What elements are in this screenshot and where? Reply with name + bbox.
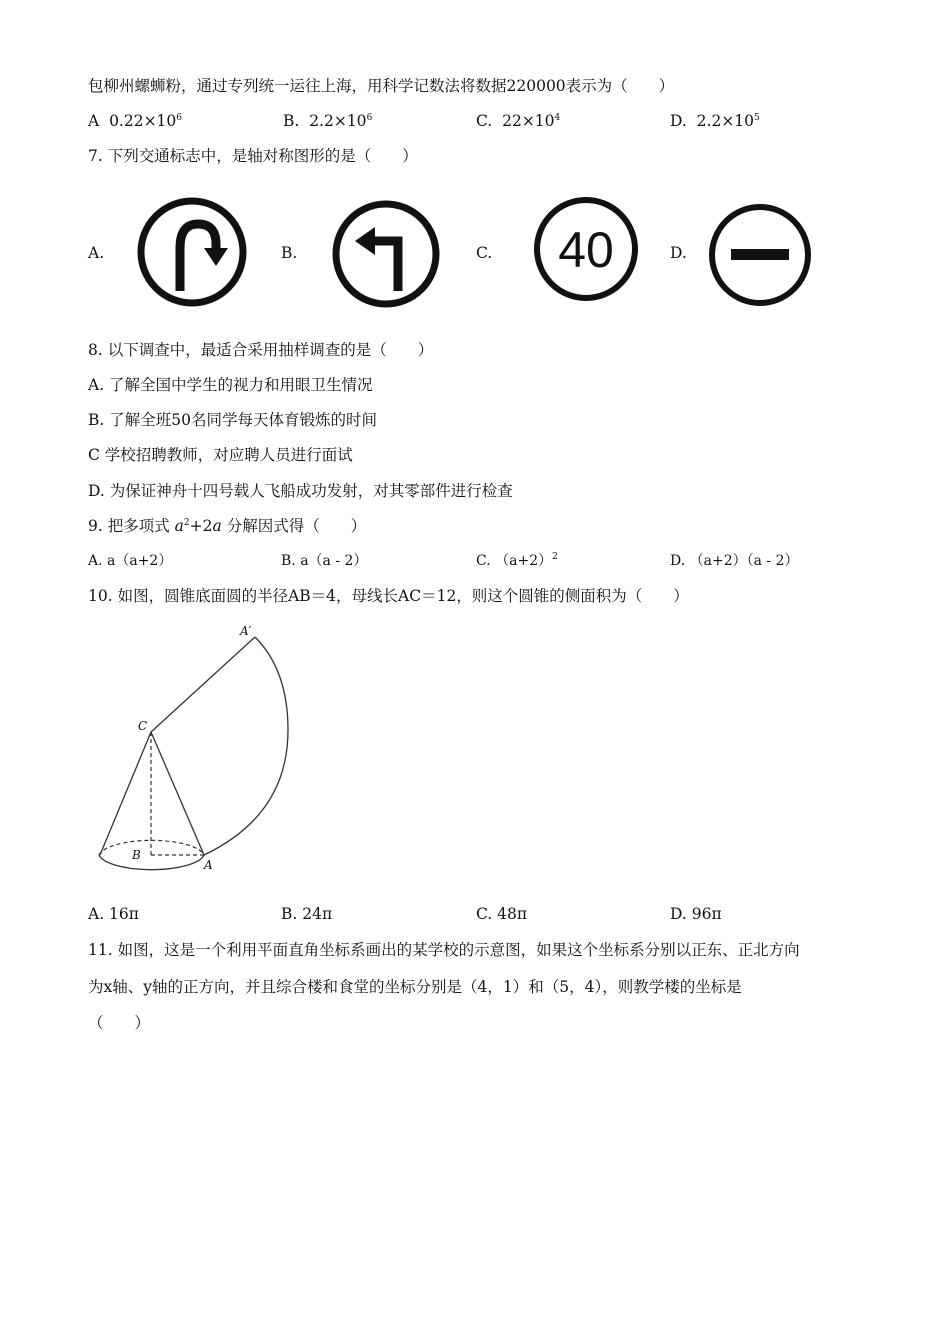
q11-line-2: 为x轴、y轴的正方向，并且综合楼和食堂的坐标分别是（4，1）和（5，4），则教学楼的坐标是 bbox=[88, 978, 742, 996]
q11-line-1: 11. 如图，这是一个利用平面直角坐标系画出的某学校的示意图，如果这个坐标系分别以正东、正北方向 bbox=[88, 941, 800, 959]
q9-option-a: A. a（a+2） bbox=[88, 553, 173, 569]
q8-option-c: C 学校招聘教师，对应聘人员进行面试 bbox=[88, 446, 353, 464]
base-front-arc bbox=[99, 855, 204, 870]
generatrix-ca-prime bbox=[151, 637, 255, 732]
q6-option-d: D. $2.2\times 10^5$ bbox=[670, 112, 760, 130]
q7-stem: 7. 下列交通标志中，是轴对称图形的是（ ） bbox=[88, 147, 418, 165]
no-entry-sign-icon bbox=[707, 202, 813, 308]
u-turn-sign-icon bbox=[136, 196, 248, 308]
label-c: C bbox=[138, 719, 148, 733]
left-turn-sign-icon bbox=[331, 199, 441, 309]
q6-stem: 包柳州螺蛳粉，通过专列统一运往上海，用科学记数法将数据220000表示为（ ） bbox=[88, 77, 675, 95]
q8-option-a: A. 了解全国中学生的视力和用眼卫生情况 bbox=[88, 376, 373, 394]
label-b: B bbox=[132, 848, 141, 862]
q10-option-d: D. 96π bbox=[670, 905, 722, 923]
q7-option-a-label: A. bbox=[88, 244, 105, 262]
q9-option-b: B. a（a - 2） bbox=[281, 553, 368, 569]
q9-option-d: D. （a+2）（a - 2） bbox=[670, 553, 799, 569]
q7-option-c-label: C. bbox=[476, 244, 493, 262]
q10-stem: 10. 如图，圆锥底面圆的半径AB＝4，母线长AC＝12，则这个圆锥的侧面积为（ ） bbox=[88, 587, 689, 605]
label-a: A bbox=[204, 858, 213, 872]
cone-net-figure bbox=[90, 615, 305, 880]
q10-option-a: A. 16π bbox=[88, 905, 139, 923]
q7-option-b-label: B. bbox=[281, 244, 298, 262]
label-a-prime: A′ bbox=[240, 624, 252, 638]
q11-line-3: （ ） bbox=[88, 1014, 151, 1032]
sector-arc bbox=[204, 637, 288, 855]
q8-option-d: D. 为保证神舟十四号载人飞船成功发射，对其零部件进行检查 bbox=[88, 482, 513, 500]
speed-limit-40-sign-icon bbox=[532, 195, 640, 303]
q10-option-c: C. 48π bbox=[476, 905, 528, 923]
cone-left-side bbox=[100, 732, 151, 855]
q9-stem: 9. 把多项式 $a^2+2a$ 分解因式得（ ） bbox=[88, 517, 367, 535]
q8-option-b: B. 了解全班50名同学每天体育锻炼的时间 bbox=[88, 411, 377, 429]
q8-stem: 8. 以下调查中，最适合采用抽样调查的是（ ） bbox=[88, 341, 434, 359]
q6-option-a: A $0.22\times 10^6$ bbox=[88, 112, 183, 130]
q9-option-c: C. $(a+2)^2$ bbox=[476, 552, 558, 569]
q10-option-b: B. 24π bbox=[281, 905, 333, 923]
cone-right-side bbox=[151, 732, 204, 855]
q6-option-c: C. $22\times 10^4$ bbox=[476, 112, 561, 130]
q6-option-b: B. $2.2\times 10^6$ bbox=[283, 112, 373, 130]
speed-limit-text: 40 bbox=[558, 222, 614, 278]
q7-option-d-label: D. bbox=[670, 244, 687, 262]
